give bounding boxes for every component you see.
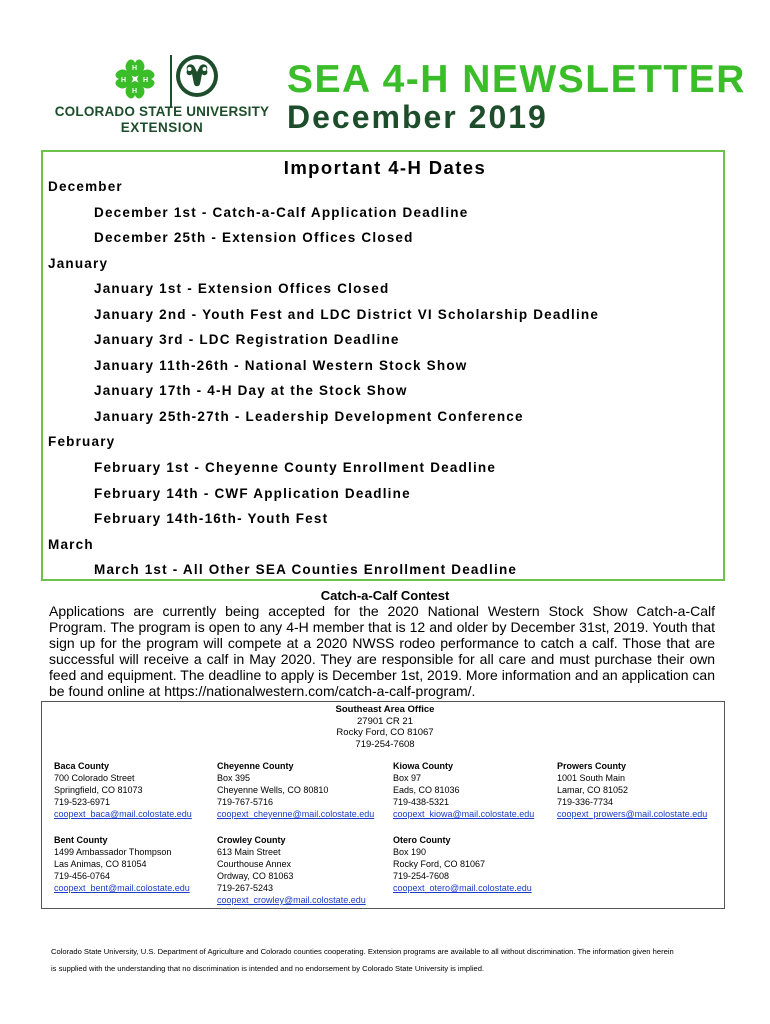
county-contact-cheyenne bbox=[217, 760, 374, 820]
county-line: Las Animas, CO 81054 bbox=[54, 859, 147, 869]
month-heading: December bbox=[48, 179, 123, 194]
county-phone: 719-336-7734 bbox=[557, 797, 614, 807]
office-address-line: 27901 CR 21 bbox=[357, 715, 413, 727]
svg-text:H: H bbox=[143, 77, 149, 84]
date-item: February 14th-16th- Youth Fest bbox=[94, 511, 329, 526]
county-line: 1001 South Main bbox=[557, 773, 626, 783]
date-item: December 25th - Extension Offices Closed bbox=[94, 230, 414, 245]
county-contact-prowers bbox=[557, 760, 707, 820]
county-contact-baca bbox=[54, 760, 192, 820]
area-office-info bbox=[0, 704, 770, 750]
county-contact-crowley bbox=[217, 834, 366, 906]
county-name: Kiowa County bbox=[393, 761, 453, 771]
county-phone: 719-438-5321 bbox=[393, 797, 450, 807]
county-line: 1499 Ambassador Thompson bbox=[54, 847, 172, 857]
nondiscrimination-footer bbox=[51, 943, 731, 977]
4h-clover-icon bbox=[106, 55, 164, 103]
county-line: Ordway, CO 81063 bbox=[217, 871, 294, 881]
county-line: 613 Main Street bbox=[217, 847, 281, 857]
county-email-link[interactable]: coopext_prowers@mail.colostate.edu bbox=[557, 809, 708, 819]
county-line: Springfield, CO 81073 bbox=[54, 785, 143, 795]
county-email-link[interactable]: coopext_bent@mail.colostate.edu bbox=[54, 883, 190, 893]
county-phone: 719-254-7608 bbox=[393, 871, 450, 881]
county-email-link[interactable]: coopext_kiowa@mail.colostate.edu bbox=[393, 809, 535, 819]
svg-text:H: H bbox=[132, 88, 138, 95]
county-email-link[interactable]: coopext_otero@mail.colostate.edu bbox=[393, 883, 532, 893]
csu-ram-icon bbox=[175, 54, 219, 98]
calf-contest-body: Applications are currently being accepted for the 2020 National Western Stock Show Catch-a-Calf Program. The program is open to any 4-H member that is 12 and older by December 31st, 2019. Youth that sign up for the program will compete at a 2020 NWSS rodeo performance to catch a calf. Those that are successful will receive a calf in May 2020. They are responsible for all care and must purchase their own feed and equipment. The deadline to apply is December 1st, 2019. More information and an application can be found online at https://nationalwestern.com/catch-a-calf-program/. bbox=[49, 603, 715, 699]
county-line: Lamar, CO 81052 bbox=[557, 785, 629, 795]
newsletter-header bbox=[0, 0, 770, 150]
county-line: Cheyenne Wells, CO 80810 bbox=[217, 785, 329, 795]
svg-text:H: H bbox=[132, 65, 138, 72]
newsletter-title: SEA 4-H NEWSLETTER bbox=[287, 58, 746, 101]
newsletter-date: December 2019 bbox=[287, 99, 548, 135]
date-item: January 2nd - Youth Fest and LDC District VI Scholarship Deadline bbox=[94, 307, 600, 322]
county-email-link[interactable]: coopext_cheyenne@mail.colostate.edu bbox=[217, 809, 375, 819]
footer-line: Colorado State University, U.S. Department of Agriculture and Colorado counties cooperating. Extension programs are available to all without discrimination. The information given herein bbox=[51, 947, 674, 956]
county-name: Cheyenne County bbox=[217, 761, 294, 771]
org-name: COLORADO STATE UNIVERSITY bbox=[54, 104, 270, 119]
office-name: Southeast Area Office bbox=[335, 704, 435, 715]
county-line: Courthouse Annex bbox=[217, 859, 292, 869]
county-contact-kiowa bbox=[393, 760, 534, 820]
date-item: January 11th-26th - National Western Stock Show bbox=[94, 358, 468, 373]
county-name: Otero County bbox=[393, 835, 451, 845]
date-item: January 17th - 4-H Day at the Stock Show bbox=[94, 383, 408, 398]
logo-divider bbox=[170, 55, 172, 107]
svg-text:H: H bbox=[121, 77, 127, 84]
important-dates-title: Important 4-H Dates bbox=[283, 157, 487, 178]
date-item: January 3rd - LDC Registration Deadline bbox=[94, 332, 400, 347]
date-item: January 25th-27th - Leadership Development Conference bbox=[94, 409, 524, 424]
county-contact-bent bbox=[54, 834, 190, 894]
calf-contest-title: Catch-a-Calf Contest bbox=[320, 588, 450, 603]
county-line: Eads, CO 81036 bbox=[393, 785, 460, 795]
county-name: Bent County bbox=[54, 835, 108, 845]
county-line: 700 Colorado Street bbox=[54, 773, 135, 783]
county-phone: 719-456-0764 bbox=[54, 871, 111, 881]
county-name: Crowley County bbox=[217, 835, 286, 845]
org-subname: EXTENSION bbox=[120, 120, 204, 135]
county-line: Box 190 bbox=[393, 847, 427, 857]
county-line: Box 395 bbox=[217, 773, 251, 783]
date-item: January 1st - Extension Offices Closed bbox=[94, 281, 390, 296]
county-phone: 719-767-5716 bbox=[217, 797, 274, 807]
county-line: Box 97 bbox=[393, 773, 422, 783]
month-heading: January bbox=[48, 256, 109, 271]
date-item: March 1st - All Other SEA Counties Enrollment Deadline bbox=[94, 562, 518, 577]
county-email-link[interactable]: coopext_baca@mail.colostate.edu bbox=[54, 809, 192, 819]
county-phone: 719-523-6971 bbox=[54, 797, 111, 807]
county-phone: 719-267-5243 bbox=[217, 883, 274, 893]
month-heading: March bbox=[48, 537, 94, 552]
county-name: Baca County bbox=[54, 761, 110, 771]
office-phone: 719-254-7608 bbox=[355, 738, 415, 750]
date-item: December 1st - Catch-a-Calf Application Deadline bbox=[94, 205, 469, 220]
county-name: Prowers County bbox=[557, 761, 627, 771]
county-line: Rocky Ford, CO 81067 bbox=[393, 859, 486, 869]
footer-line: is supplied with the understanding that no discrimination is intended and no endorsement by Colorado State University is implied. bbox=[51, 964, 485, 973]
county-email-link[interactable]: coopext_crowley@mail.colostate.edu bbox=[217, 895, 366, 905]
month-heading: February bbox=[48, 434, 116, 449]
office-address-line: Rocky Ford, CO 81067 bbox=[336, 727, 434, 738]
county-contact-otero bbox=[393, 834, 532, 894]
date-item: February 1st - Cheyenne County Enrollment Deadline bbox=[94, 460, 497, 475]
date-item: February 14th - CWF Application Deadline bbox=[94, 486, 411, 501]
